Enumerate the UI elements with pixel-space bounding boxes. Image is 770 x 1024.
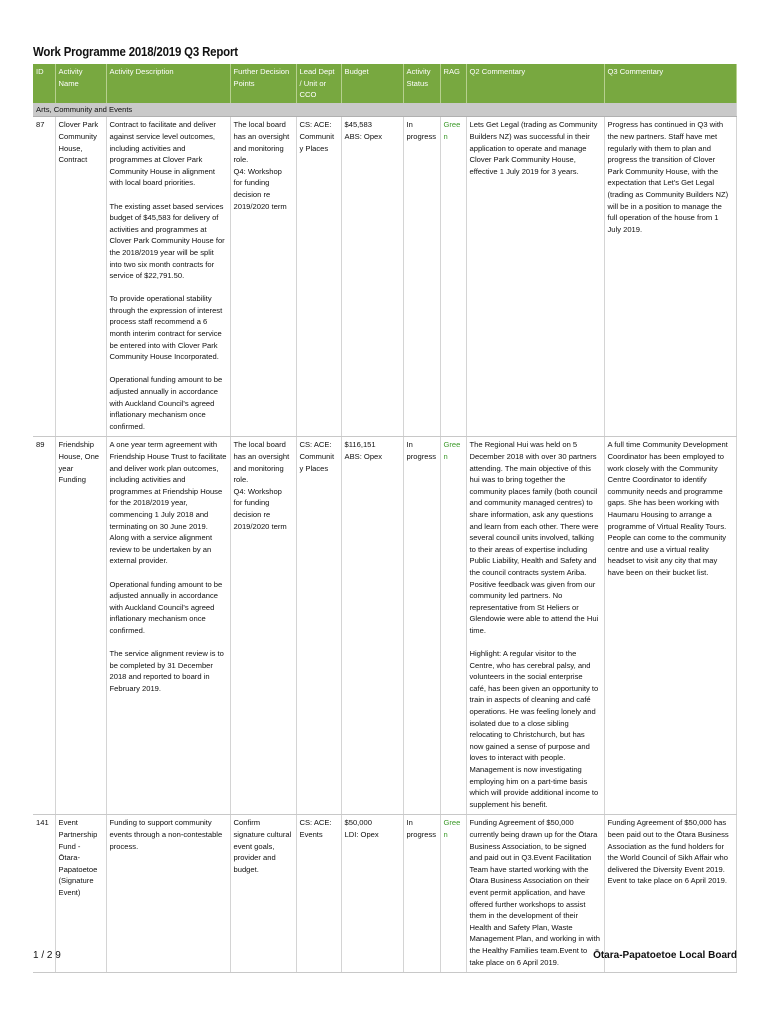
table-row [33, 815, 736, 973]
cell-rag: Green [440, 815, 466, 973]
cell-id: 141 [33, 815, 55, 973]
cell-q3-commentary: Progress has continued in Q3 with the new partners. Staff have met regularly with them to plan and progress the transition of Clover Park Community House, with the expectation that Let's Get Legal (trading as Community Builders NZ) will be in a position to manage the full operation of the house from 1 July 2019. [604, 117, 736, 437]
cell-activity-status: In progress [403, 117, 440, 437]
column-header-q3-commentary: Q3 Commentary [604, 64, 736, 103]
cell-decision-points: Confirm signature cultural event goals, provider and budget. [230, 815, 296, 973]
cell-budget: $45,583 ABS: Opex [341, 117, 403, 437]
page-title: Work Programme 2018/2019 Q3 Report [33, 44, 238, 59]
column-header-activity-status: Activity Status [403, 64, 440, 103]
column-header-q2-commentary: Q2 Commentary [466, 64, 604, 103]
cell-rag: Green [440, 117, 466, 437]
cell-budget: $116,151 ABS: Opex [341, 437, 403, 815]
cell-q2-commentary: The Regional Hui was held on 5 December 2018 with over 30 partners attending. The main objective of this hui was to bring together the community places family (both council and community managed centres) to share information, ask any questions and learn from each other. There were several council units involved, talking to their areas of expertise including Public Liability, Health and Safety and the council contracts system Ariba. Positive feedback was given from our community led partners. No representative from St Heliers or Glendowie were able to attend the Hui time. Highlight: A regular visitor to the Centre, who has cerebral palsy, and volunteers in the social enterprise café, has been given an opportunity to train in aspects of cleaning and café operations. He was feeling lonely and isolated due to a close sibling relocating to Christchurch, but has now gained a sense of purpose and loves to interact with people. Management is now investigating employing him on a part-time basis which will provide additional income to supplement his benefit. [466, 437, 604, 815]
cell-q2-commentary: Funding Agreement of $50,000 currently being drawn up for the Ōtara Business Association, to be signed and paid out in Q3.Event Facilitation Team have started working with the Ōtara Business Association on their event permit application, and have offered further workshops to assist them in the development of their Health and Safety Plan, Waste Management Plan, and working in with the Healthy Families team.Event to take place on 6 April 2019. [466, 815, 604, 973]
column-header-rag: RAG [440, 64, 466, 103]
local-board-name: Ōtara-Papatoetoe Local Board [593, 950, 737, 961]
cell-activity-status: In progress [403, 815, 440, 973]
section-row [33, 103, 736, 117]
column-header-activity-description: Activity Description [106, 64, 230, 103]
column-header-id: ID [33, 64, 55, 103]
work-programme-table [33, 64, 737, 973]
cell-budget: $50,000 LDI: Opex [341, 815, 403, 973]
cell-rag: Green [440, 437, 466, 815]
cell-lead-dept: CS: ACE: Community Places [296, 117, 341, 437]
column-header-budget: Budget [341, 64, 403, 103]
cell-activity-status: In progress [403, 437, 440, 815]
cell-activity-name: Event Partnership Fund - Ōtara-Papatoetoe (Signature Event) [55, 815, 106, 973]
column-header-further-decision-points: Further Decision Points [230, 64, 296, 103]
table-row [33, 437, 736, 815]
column-header-activity-name: Activity Name [55, 64, 106, 103]
cell-q3-commentary: Funding Agreement of $50,000 has been paid out to the Ōtara Business Association as the fund holders for the World Council of Sikh Affair who delivered the Diversity Event 2019. Event to take place on 6 April 2019. [604, 815, 736, 973]
cell-activity-description: A one year term agreement with Friendship House Trust to facilitate and deliver work plan outcomes, including activities and programmes at Friendship House for the 2018/2019 year, commencing 1 July 2018 and terminating on 30 June 2019. Along with a service alignment review to be undertaken by an external provider. Operational funding amount to be adjusted annually in accordance with Auckland Council's agreed inflationary mechanism once confirmed. The service alignment review is to be completed by 31 December 2018 and reported to board in February 2019. [106, 437, 230, 815]
cell-decision-points: The local board has an oversight and monitoring role. Q4: Workshop for funding decision re 2019/2020 term [230, 437, 296, 815]
table-header-row [33, 64, 736, 103]
table-row [33, 117, 736, 437]
section-label: Arts, Community and Events [33, 103, 736, 117]
cell-decision-points: The local board has an oversight and monitoring role. Q4: Workshop for funding decision re 2019/2020 term [230, 117, 296, 437]
column-header-lead-dept: Lead Dept / Unit or CCO [296, 64, 341, 103]
cell-activity-name: Clover Park Community House, Contract [55, 117, 106, 437]
cell-id: 89 [33, 437, 55, 815]
cell-lead-dept: CS: ACE: Events [296, 815, 341, 973]
cell-q2-commentary: Lets Get Legal (trading as Community Builders NZ) was successful in their application to operate and manage Clover Park Community House, effective 1 July 2019 for 3 years. [466, 117, 604, 437]
cell-lead-dept: CS: ACE: Community Places [296, 437, 341, 815]
cell-q3-commentary: A full time Community Development Coordinator has been employed to work closely with the Community Centre Coordinator to identify community needs and programme gaps. She has been working with Haumaru Housing to arrange a programme of Virtual Reality Tours. People can come to the community centre and use a virtual reality headset to visit any city that may have been on their bucket list. [604, 437, 736, 815]
cell-activity-name: Friendship House, One year Funding [55, 437, 106, 815]
cell-activity-description: Funding to support community events through a non-contestable process. [106, 815, 230, 973]
cell-id: 87 [33, 117, 55, 437]
page-number: 1 / 2 9 [33, 950, 61, 961]
cell-activity-description: Contract to facilitate and deliver against service level outcomes, including activities and programmes at Clover Park Community House in alignment with local board priorities. The existing asset based services budget of $45,583 for delivery of activities and programmes at Clover Park Community House for the 2018/2019 year will be split into two six month contracts for service of $22,791.50. To provide operational stability through the expression of interest process staff recommend a 6 month interim contract for service be entered into with Clover Park Community House Incorporated. Operational funding amount to be adjusted annually in accordance with Auckland Council's agreed inflationary mechanism once confirmed. [106, 117, 230, 437]
